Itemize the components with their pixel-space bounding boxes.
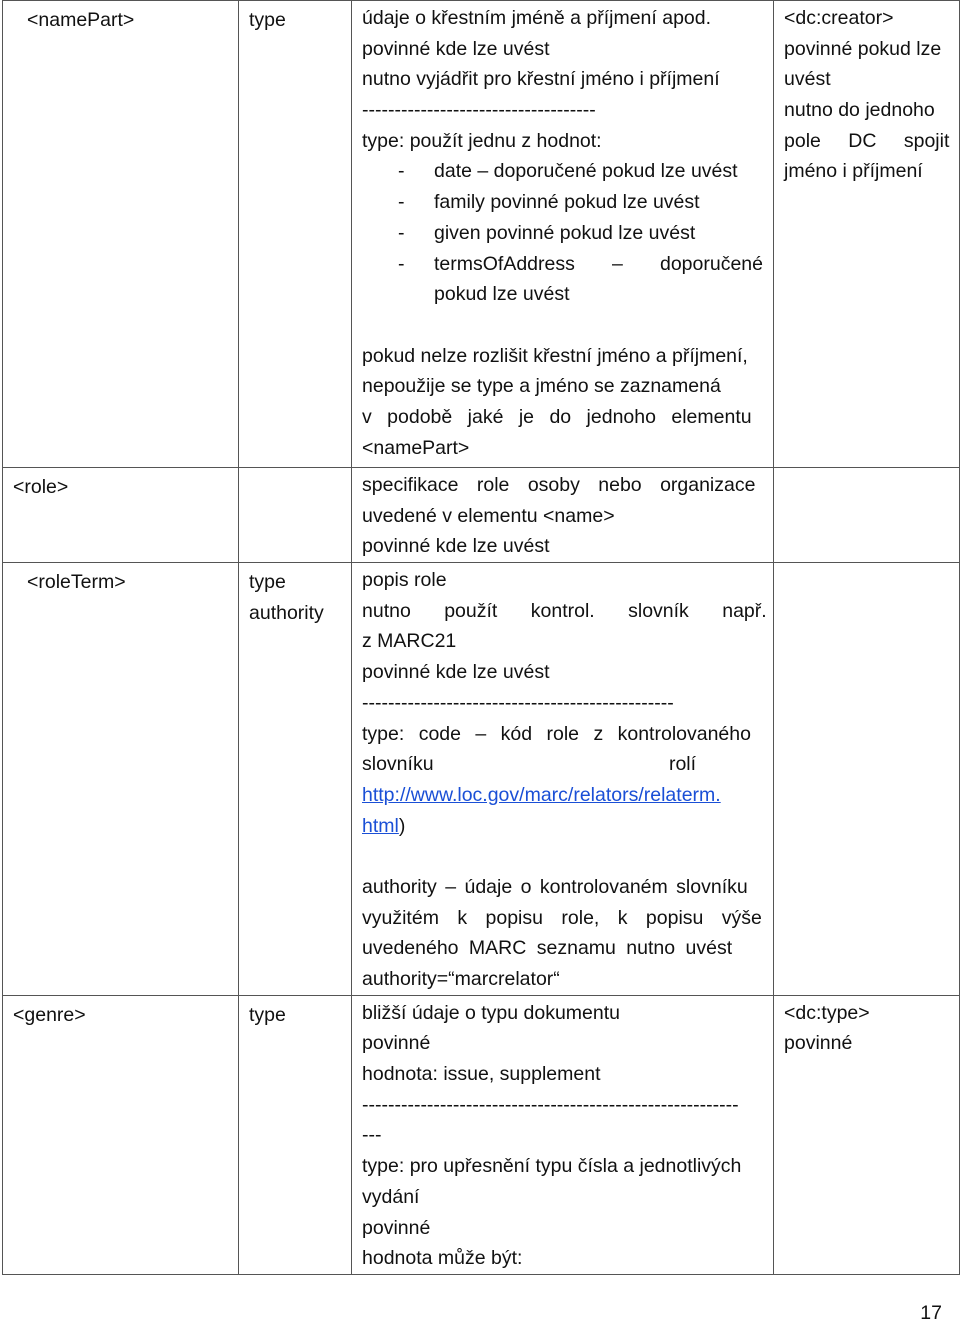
desc-line: hodnota může být:: [362, 1247, 523, 1270]
element-cell: [3, 1, 239, 468]
desc-line: nutno použít kontrol. slovník např.: [362, 599, 767, 622]
attribute-name: type: [249, 571, 286, 594]
attribute-cell: [239, 1, 352, 468]
desc-line: povinné: [362, 1216, 431, 1239]
list-word: –: [612, 252, 623, 275]
dc-mapping-cell: [774, 1, 960, 468]
table-row-roleterm: [3, 563, 960, 996]
desc-line: údaje o křestním jméně a příjmení apod.: [362, 7, 712, 29]
dc-line: <dc:type>: [784, 1001, 870, 1024]
list-word: termsOfAddress: [434, 252, 575, 275]
desc-line: <namePart>: [362, 436, 470, 459]
list-dash: -: [398, 221, 405, 244]
description-cell: [352, 468, 774, 563]
page-number: 17: [920, 1302, 942, 1324]
desc-line: type: pro upřesnění typu čísla a jednotlivých: [362, 1155, 742, 1178]
desc-line: nutno vyjádřit pro křestní jméno i příjmení: [362, 68, 720, 91]
desc-line: vydání: [362, 1185, 420, 1208]
list-text: date – doporučené pokud lze uvést: [434, 160, 738, 183]
desc-line: povinné kde lze uvést: [362, 535, 550, 558]
dc-line: <dc:creator>: [784, 7, 894, 29]
description-cell: [352, 995, 774, 1274]
list-item: [362, 249, 763, 280]
description-cell: [352, 1, 774, 468]
list-dash: -: [398, 160, 405, 183]
dc-line: pole DC spojit: [784, 129, 950, 152]
desc-separator: ----------------------------------------------------------: [362, 1093, 739, 1116]
link-line: [362, 811, 763, 842]
table-row-genre: [3, 995, 960, 1274]
dc-line: nutno do jednoho: [784, 99, 935, 122]
desc-line: hodnota: issue, supplement: [362, 1063, 601, 1086]
desc-separator: ------------------------------------: [362, 99, 596, 122]
desc-line: nepoužije se type a jméno se zaznamená: [362, 375, 721, 398]
blank-line: [362, 841, 763, 872]
list-text: [434, 249, 763, 280]
desc-line: bližší údaje o typu dokumentu: [362, 1001, 620, 1024]
dc-line: povinné pokud lze: [784, 37, 942, 60]
element-name: <genre>: [13, 1003, 86, 1026]
desc-separator: ------------------------------------------------: [362, 691, 674, 714]
element-cell: [3, 468, 239, 563]
dc-line: jméno i příjmení: [784, 160, 923, 183]
list-text: given povinné pokud lze uvést: [434, 221, 696, 244]
dc-line: uvést: [784, 68, 831, 91]
dc-mapping-cell: [774, 563, 960, 996]
list-item: [362, 187, 763, 218]
list-text: family povinné pokud lze uvést: [434, 191, 700, 214]
table-row-role: [3, 468, 960, 563]
dc-mapping-cell: [774, 995, 960, 1274]
desc-line: uvedené v elementu <name>: [362, 504, 615, 527]
desc-line: pokud nelze rozlišit křestní jméno a příjmení,: [362, 344, 748, 367]
element-cell: [3, 563, 239, 996]
desc-line: povinné kde lze uvést: [362, 661, 550, 684]
desc-line: type: code – kód role z kontrolovaného: [362, 722, 751, 745]
desc-line: v podobě jaké je do jednoho elementu: [362, 405, 752, 428]
attribute-cell: [239, 563, 352, 996]
list-dash: -: [398, 252, 405, 275]
desc-line: využitém k popisu role, k popisu výše: [362, 906, 762, 929]
desc-line: type: použít jednu z hodnot:: [362, 129, 602, 152]
link-close: ): [398, 814, 406, 837]
list-dash: -: [398, 191, 405, 214]
list-word: doporučené: [659, 252, 763, 275]
description-cell: [352, 563, 774, 996]
desc-line: povinné kde lze uvést: [362, 37, 550, 60]
dc-line: povinné: [784, 1032, 853, 1055]
relaterm-link-continued[interactable]: html: [362, 814, 399, 837]
element-name: <role>: [13, 476, 69, 498]
list-item: [362, 156, 763, 187]
attribute-name: type: [249, 9, 286, 31]
desc-line: popis role: [362, 569, 447, 592]
element-name: <namePart>: [27, 9, 135, 31]
list-item: [362, 218, 763, 249]
desc-line: uvedeného MARC seznamu nutno uvést: [362, 937, 733, 960]
metadata-spec-table: [2, 0, 960, 1275]
desc-line: z MARC21: [362, 630, 457, 653]
desc-line: specifikace role osoby nebo organizace: [362, 474, 756, 496]
attribute-cell: [239, 468, 352, 563]
desc-line: authority=“marcrelator“: [362, 968, 560, 990]
dc-mapping-cell: [774, 468, 960, 563]
desc-line: slovníku rolí: [362, 753, 697, 776]
attribute-cell: [239, 995, 352, 1274]
attribute-name: authority: [249, 601, 324, 624]
desc-line: authority – údaje o kontrolovaném slovníku: [362, 875, 748, 898]
desc-line: povinné: [362, 1032, 431, 1055]
element-name: <roleTerm>: [27, 571, 126, 594]
blank-line: [362, 310, 763, 341]
relaterm-link[interactable]: http://www.loc.gov/marc/relators/relaterm.: [362, 783, 721, 806]
element-cell: [3, 995, 239, 1274]
desc-separator: ---: [362, 1124, 382, 1147]
list-continuation: pokud lze uvést: [434, 283, 570, 306]
table-row-namepart: [3, 1, 960, 468]
attribute-name: type: [249, 1003, 286, 1026]
link-line: [362, 780, 763, 811]
